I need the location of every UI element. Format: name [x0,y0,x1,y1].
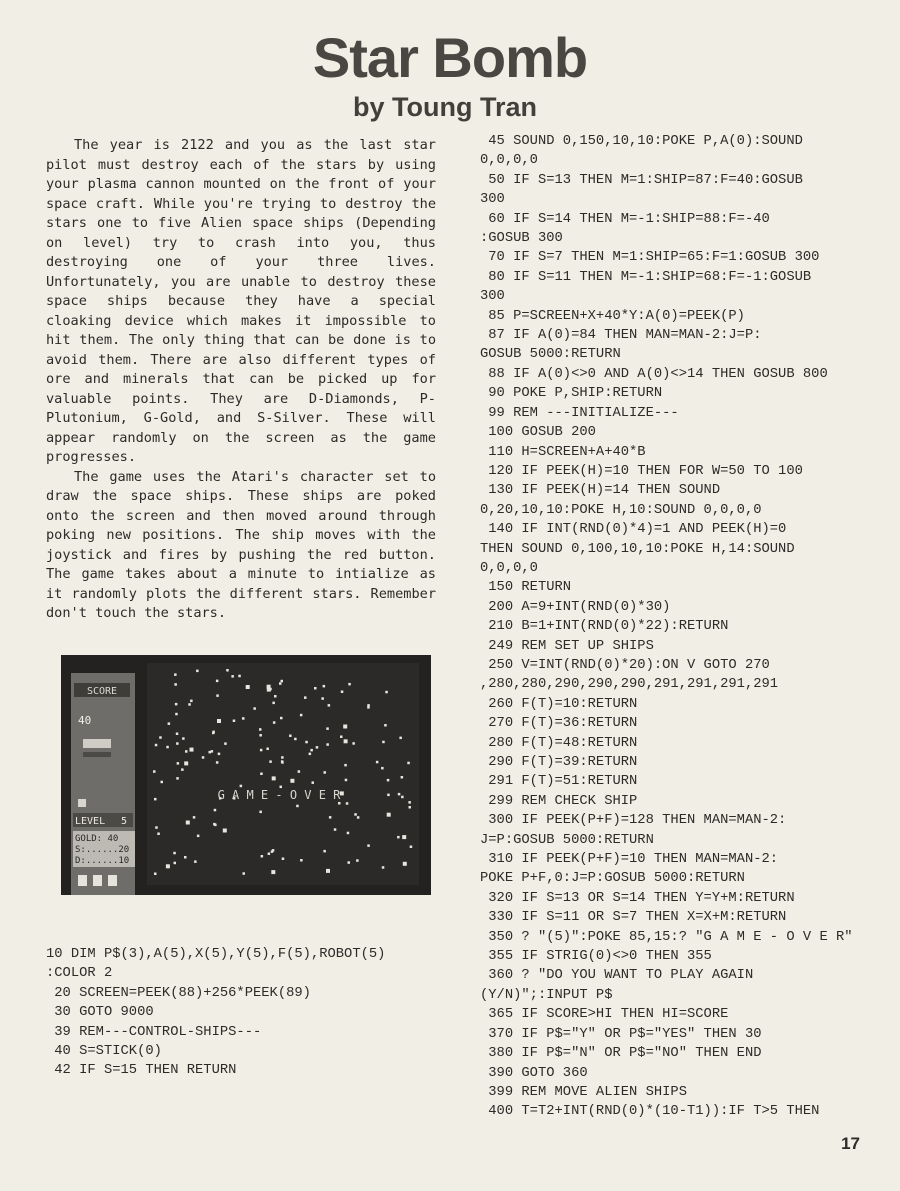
star [408,801,411,804]
star [326,743,329,746]
star [213,823,216,826]
star [323,685,326,688]
code-line: 40 S=STICK(0) [46,1044,162,1060]
code-line: 390 GOTO 360 [480,1065,588,1081]
code-line: 50 IF S=13 THEN M=1:SHIP=87:F=40:GOSUB [480,172,803,188]
code-line: :GOSUB 300 [480,231,563,247]
star [259,728,262,731]
star [176,742,179,745]
code-line: J=P:GOSUB 5000:RETURN [480,832,654,848]
star [399,737,402,740]
star [196,670,199,673]
star [281,680,284,683]
code-line: 300 IF PEEK(P+F)=128 THEN MAN=MAN-2: [480,813,787,829]
star [260,773,263,776]
star [279,682,282,685]
star [224,742,227,745]
star [212,732,215,735]
star [272,849,275,852]
star [290,779,294,783]
star [352,742,355,745]
star [282,858,285,861]
star [243,872,246,875]
star [401,796,404,799]
star [326,869,330,873]
star [177,762,180,765]
star [384,724,387,727]
star [202,756,205,759]
code-line: 365 IF SCORE>HI THEN HI=SCORE [480,1007,729,1023]
star [155,826,158,829]
star [174,683,177,686]
star [272,776,276,780]
star [387,813,391,817]
star [347,832,350,835]
code-line: 330 IF S=11 OR S=7 THEN X=X+M:RETURN [480,910,787,926]
star [176,777,179,780]
star [181,768,184,771]
code-line: 320 IF S=13 OR S=14 THEN Y=Y+M:RETURN [480,890,795,906]
star [329,816,332,819]
game-screenshot [61,655,431,895]
code-line: 99 REM ---INITIALIZE--- [480,405,679,421]
code-line: 291 F(T)=51:RETURN [480,774,638,790]
star [338,802,341,805]
star [238,675,241,678]
code-line: 350 ? "(5)":POKE 85,15:? "G A M E - O V E R" [480,929,853,945]
code-line: 355 IF STRIG(0)<>0 THEN 355 [480,949,712,965]
fuel-bar-track [83,752,111,757]
life-icon [93,875,102,886]
star [344,739,348,743]
code-line: 200 A=9+INT(RND(0)*30) [480,599,671,615]
code-line: 370 IF P$="Y" OR P$="YES" THEN 30 [480,1026,762,1042]
star [409,806,412,809]
star [211,750,214,753]
star [266,748,269,751]
star [242,717,245,720]
code-line: GOSUB 5000:RETURN [480,347,621,363]
star [296,805,299,808]
code-line: 90 POKE P,SHIP:RETURN [480,386,663,402]
star [194,860,197,863]
code-line: 87 IF A(0)=84 THEN MAN=MAN-2:J=P: [480,328,762,344]
star [343,725,347,729]
star [214,809,217,812]
star [274,695,277,698]
code-line: 130 IF PEEK(H)=14 THEN SOUND [480,483,721,499]
star [166,864,170,868]
star [348,861,351,864]
star [175,703,178,706]
star [280,717,283,720]
star [340,736,343,739]
code-line: 380 IF P$="N" OR P$="NO" THEN END [480,1046,762,1062]
code-line: 400 T=T2+INT(RND(0)*(10-T1)):IF T>5 THEN [480,1104,820,1120]
star [334,828,337,831]
code-line: 250 V=INT(RND(0)*20):ON V GOTO 270 [480,657,770,673]
star [381,767,384,770]
code-line: 45 SOUND 0,150,10,10:POKE P,A(0):SOUND [480,134,803,149]
code-line: 360 ? "DO YOU WANT TO PLAY AGAIN [480,968,754,984]
code-line: 85 P=SCREEN+X+40*Y:A(0)=PEEK(P) [480,308,745,324]
ore-row-diamond: D:......10 [75,856,130,866]
code-line: POKE P+F,0:J=P:GOSUB 5000:RETURN [480,871,745,887]
basic-listing-left [46,945,441,1081]
star [190,748,194,752]
star [367,706,370,709]
star [387,794,390,797]
star [376,761,379,764]
life-icon [78,875,87,886]
star [223,829,227,833]
star [398,793,401,796]
star [314,687,317,690]
star [304,696,307,699]
code-line: 150 RETURN [480,580,572,596]
code-line: 290 F(T)=39:RETURN [480,755,638,770]
star [260,749,263,752]
star [184,856,187,859]
star [246,685,250,689]
star [323,850,326,853]
star [385,691,388,694]
star [261,855,264,858]
star [300,714,303,717]
code-line: 0,0,0,0 [480,560,538,576]
star [281,756,284,759]
code-line: 249 REM SET UP SHIPS [480,638,654,654]
star [190,700,193,703]
star [175,713,178,716]
star [216,694,219,697]
article-body [46,136,436,624]
star [157,833,160,836]
star [218,753,221,756]
level-value: 5 [121,816,128,827]
code-line: 110 H=SCREEN+A+40*B [480,444,646,460]
ore-row-silver: S:......20 [75,845,130,855]
star [312,781,315,784]
star [328,704,331,707]
star [174,862,177,865]
code-line: 30 GOTO 9000 [46,1005,154,1021]
star [240,785,243,788]
code-line: 260 F(T)=10:RETURN [480,696,638,712]
star [324,771,327,774]
code-line: 20 SCREEN=PEEK(88)+256*PEEK(89) [46,985,311,1001]
star [216,761,219,764]
star [341,691,344,694]
article-title: Star Bomb [312,26,588,89]
star [294,738,297,741]
star [407,762,410,765]
code-line: 42 IF S=15 THEN RETURN [46,1063,237,1079]
star [403,862,407,866]
code-line: 270 F(T)=36:RETURN [480,716,638,732]
article-byline: by Toung Tran [353,92,537,122]
star [174,673,177,676]
code-line: 399 REM MOVE ALIEN SHIPS [480,1084,687,1100]
code-line: 88 IF A(0)<>0 AND A(0)<>14 THEN GOSUB 800 [480,366,828,382]
star [344,764,347,767]
star [231,675,234,678]
star [387,779,390,782]
code-line: 280 F(T)=48:RETURN [480,735,638,751]
score-value: 40 [78,714,92,727]
star [154,798,157,801]
code-line: 120 IF PEEK(H)=10 THEN FOR W=50 TO 100 [480,463,803,479]
star [182,737,185,740]
star [310,749,313,752]
star [281,761,284,764]
code-line: 140 IF INT(RND(0)*4)=1 AND PEEK(H)=0 [480,522,787,538]
star [253,707,256,710]
code-line: 100 GOSUB 200 [480,425,596,441]
star [168,722,171,725]
code-line: 210 B=1+INT(RND(0)*22):RETURN [480,619,729,635]
star [155,744,158,747]
playfield [147,663,419,885]
star [188,703,191,706]
code-line: 60 IF S=14 THEN M=-1:SHIP=88:F=-40 [480,211,770,227]
gameplay-paragraph: The game uses the Atari's character set to draw the space ships. These ships are poked onto the screen and then moved around through poking new positions. The ship moves with the joystick and fires by pushing the red button. The game takes about a minute to intialize as it randomly plots the different stars. Remember don't touch the stars. [46,468,436,621]
star [345,779,348,782]
star [176,733,179,736]
code-line: 0,20,10,10:POKE H,10:SOUND 0,0,0,0 [480,502,762,518]
code-line: 299 REM CHECK SHIP [480,793,638,809]
code-line: (Y/N)";:INPUT P$ [480,987,613,1003]
star [185,750,188,753]
star [259,811,262,814]
intro-paragraph: The year is 2122 and you as the last star pilot must destroy each of the stars by using your plasma cannon mounted on the front of your space craft. While you're trying to destroy the stars one to five Alien space ships (Depending on level) try to crash into you, thus destroying one of your three lives. Unfortunately, you are unable to destroy these space ships because they have a special cloaking device which makes it impossible to hit them. The only thing that can be done is to avoid them. There are also different types of ore and minerals that can be picked up for valuable points. They are D-Diamonds, P-Plutonium, G-Gold, and S-Silver. These will appear randomly on the screen as the game progresses. [46,137,436,465]
star [382,866,385,869]
star [259,734,262,737]
game-over-text: G A M E - O V E R [217,788,341,802]
star [326,727,329,730]
code-line: 300 [480,192,505,208]
star [226,669,229,672]
star [173,852,176,855]
star [159,736,162,739]
page-number: 17 [841,1134,860,1153]
star [305,741,308,744]
code-line: ,280,280,290,290,290,291,291,291,291 [480,677,779,693]
score-label: SCORE [86,686,118,697]
code-line: 0,0,0,0 [480,153,538,169]
star [367,844,370,847]
code-line: 10 DIM P$(3),A(5),X(5),Y(5),F(5),ROBOT(5) [46,947,386,962]
code-line: 39 REM---CONTROL-SHIPS--- [46,1024,262,1040]
level-label: LEVEL [75,816,106,827]
star [300,859,303,862]
code-line: 80 IF S=11 THEN M=-1:SHIP=68:F=-1:GOSUB [480,269,812,285]
star [273,721,276,724]
fuel-bar [83,739,111,748]
star [154,873,157,876]
star [184,761,188,765]
star [193,816,196,819]
star [289,735,292,738]
star [346,802,349,805]
star [186,821,190,825]
code-line: 300 [480,289,505,305]
star [153,770,156,773]
star [356,859,359,862]
star [402,835,406,839]
basic-listing-right [480,132,870,1122]
star [268,853,271,856]
star [298,770,301,773]
code-line: :COLOR 2 [46,966,113,982]
star [410,846,413,849]
star [357,816,360,819]
ship-icon [78,799,86,807]
star [401,776,404,779]
code-line: 310 IF PEEK(P+F)=10 THEN MAN=MAN-2: [480,852,779,868]
star [233,720,236,723]
code-line: 70 IF S=7 THEN M=1:SHIP=65:F=1:GOSUB 300 [480,250,820,266]
star [272,702,275,705]
star [166,746,169,749]
code-line: THEN SOUND 0,100,10,10:POKE H,14:SOUND [480,541,795,557]
ore-row-gold: GOLD: 40 [75,834,119,844]
star [382,741,385,744]
star [271,870,275,874]
star [217,719,221,723]
star [161,781,164,784]
star [216,680,219,683]
star [397,836,400,839]
star [197,835,200,838]
star [348,683,351,686]
star [321,697,324,700]
star [309,753,312,756]
star [354,813,357,816]
star [316,746,319,749]
life-icon [108,875,117,886]
star [267,685,271,689]
star [269,760,272,763]
